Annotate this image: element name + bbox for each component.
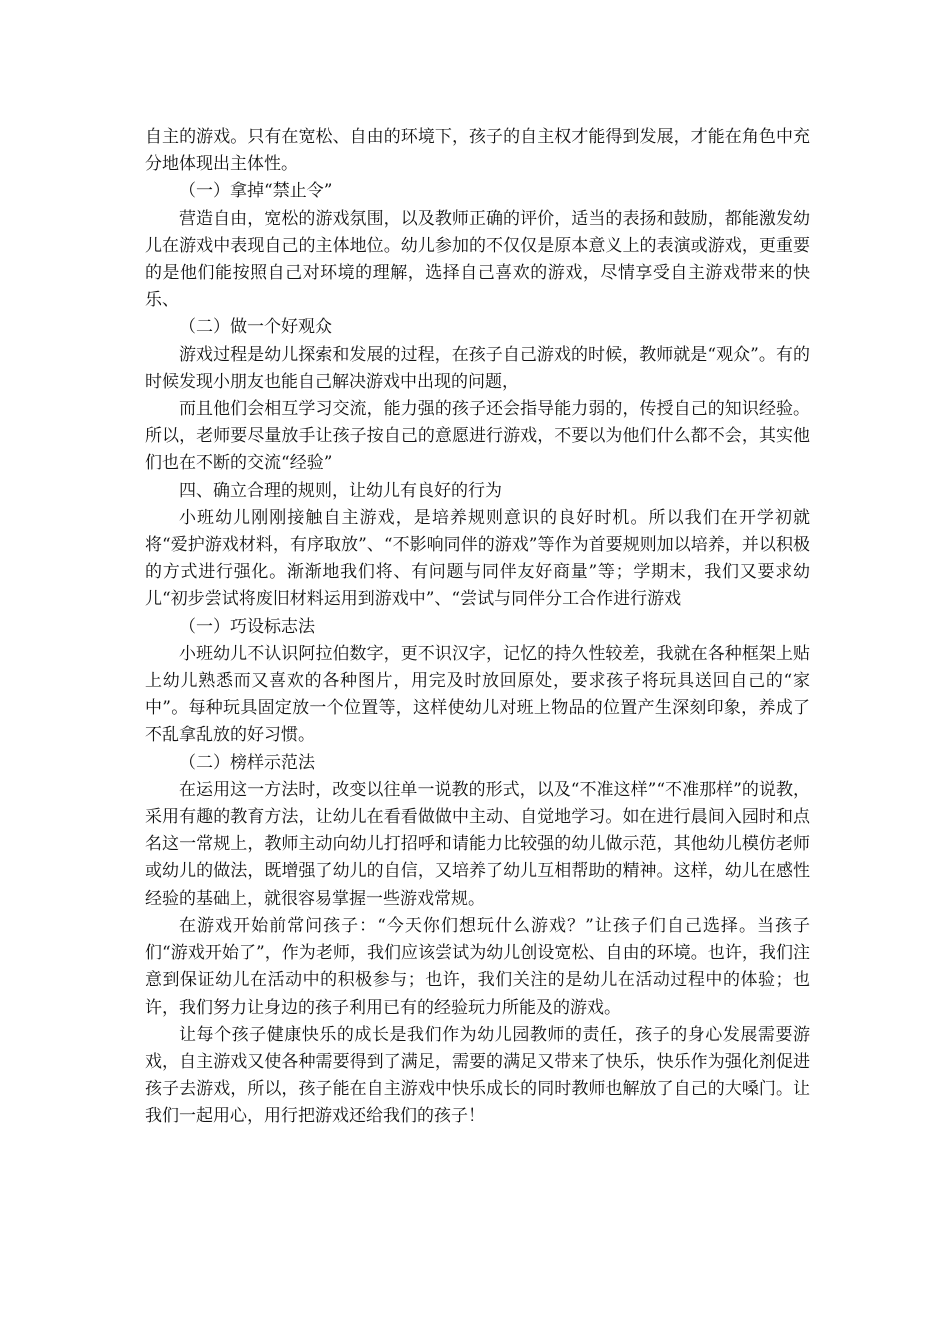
- subheading-role-model-method: （二）榜样示范法: [179, 752, 315, 773]
- paragraph-intro-continuation: 自主的游戏。只有在宽松、自由的环境下，孩子的自主权才能得到发展，才能在角色中充分地体现出主体性。: [145, 127, 810, 175]
- paragraph-conclusion: 让每个孩子健康快乐的成长是我们作为幼儿园教师的责任，孩子的身心发展需要游戏，自主游戏又使各种需要得到了满足，需要的满足又带来了快乐，快乐作为强化剂促进孩子去游戏，所以，孩子能在自主游戏中快乐成长的同时教师也解放了自己的大嗓门。让我们一起用心，用行把游戏还给我们的孩子！: [145, 1024, 810, 1127]
- paragraph: 小班幼儿不认识阿拉伯数字，更不识汉字，记忆的持久性较差，我就在各种框架上贴上幼儿熟悉而又喜欢的各种图片，用完及时放回原处，要求孩子将玩具送回自己的“家中”。每种玩具固定放一个位置等，这样使幼儿对班上物品的位置产生深刻印象，养成了不乱拿乱放的好习惯。: [145, 643, 810, 746]
- section-heading-rules: 四、确立合理的规则，让幼儿有良好的行为: [179, 480, 502, 501]
- paragraph: 在运用这一方法时，改变以往单一说教的形式，以及“不准这样”“不准那样”的说教，采用有趣的教育方法，让幼儿在看看做做中主动、自觉地学习。如在进行晨间入园时和点名这一常规上，教师主动向幼儿打招呼和请能力比较强的幼儿做示范，其他幼儿模仿老师或幼儿的做法，既增强了幼儿的自信，又培养了幼儿互相帮助的精神。这样，幼儿在感性经验的基础上，就很容易掌握一些游戏常规。: [145, 779, 810, 909]
- subheading-good-audience: （二）做一个好观众: [179, 317, 332, 338]
- paragraph: 游戏过程是幼儿探索和发展的过程，在孩子自己游戏的时候，教师就是“观众”。有的时候发现小朋友也能自己解决游戏中出现的问题，: [145, 344, 810, 392]
- subheading-sign-method: （一）巧设标志法: [179, 616, 315, 637]
- paragraph: 在游戏开始前常问孩子：“今天你们想玩什么游戏？”让孩子们自己选择。当孩子们“游戏开始了”，作为老师，我们应该尝试为幼儿创设宽松、自由的环境。也许，我们注意到保证幼儿在活动中的积极参与；也许，我们关注的是幼儿在活动过程中的体验；也许，我们努力让身边的孩子利用已有的经验玩力所能及的游戏。: [145, 915, 810, 1018]
- paragraph: 小班幼儿刚刚接触自主游戏，是培养规则意识的良好时机。所以我们在开学初就将“爱护游戏材料，有序取放”、“不影响同伴的游戏”等作为首要规则加以培养，并以积极的方式进行强化。渐渐地我们将、有问题与同伴友好商量”等；学期末，我们又要求幼儿“初步尝试将废旧材料运用到游戏中”、“尝试与同伴分工合作进行游戏: [145, 507, 810, 610]
- document-body: [145, 124, 810, 1131]
- paragraph: 而且他们会相互学习交流，能力强的孩子还会指导能力弱的，传授自己的知识经验。所以，老师要尽量放手让孩子按自己的意愿进行游戏，不要以为他们什么都不会，其实他们也在不断的交流“经验”: [145, 399, 810, 474]
- subheading-remove-prohibitions: （一）拿掉“禁止令”: [179, 181, 333, 202]
- paragraph: 营造自由，宽松的游戏氛围，以及教师正确的评价，适当的表扬和鼓励，都能激发幼儿在游戏中表现自己的主体地位。幼儿参加的不仅仅是原本意义上的表演或游戏，更重要的是他们能按照自己对环境的理解，选择自己喜欢的游戏，尽情享受自主游戏带来的快乐、: [145, 208, 810, 311]
